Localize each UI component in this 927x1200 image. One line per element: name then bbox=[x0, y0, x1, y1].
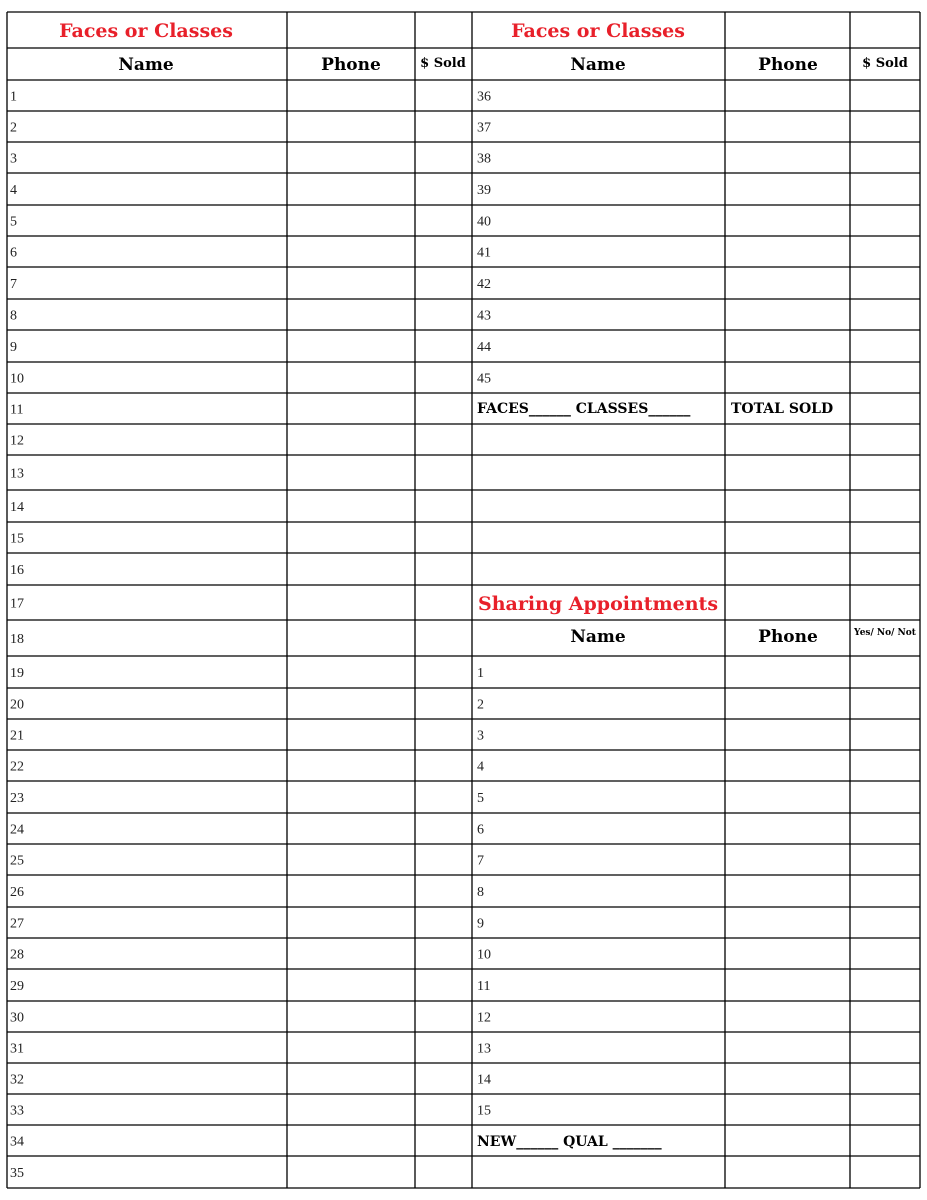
left-row-number: 19 bbox=[10, 666, 24, 681]
sharing-row-number: 8 bbox=[477, 885, 484, 900]
left-row-number: 7 bbox=[10, 277, 17, 292]
left-row-number: 10 bbox=[10, 371, 24, 387]
total-sold-label: TOTAL SOLD bbox=[731, 401, 834, 417]
sharing-table-title: Sharing Appointments bbox=[477, 593, 719, 615]
right-row-number: 44 bbox=[477, 340, 491, 355]
right-header-phone: Phone bbox=[758, 55, 818, 75]
sharing-row-number: 15 bbox=[477, 1103, 491, 1119]
left-row-number: 5 bbox=[10, 214, 17, 230]
right-row-numbers bbox=[477, 90, 491, 387]
left-row-number: 20 bbox=[10, 697, 24, 713]
left-row-number: 13 bbox=[10, 466, 24, 482]
sharing-row-number: 1 bbox=[477, 666, 484, 681]
left-row-number: 31 bbox=[10, 1041, 24, 1057]
left-row-number: 18 bbox=[10, 632, 24, 647]
sharing-row-number: 10 bbox=[477, 947, 491, 963]
left-row-number: 2 bbox=[10, 120, 17, 136]
left-row-number: 23 bbox=[10, 791, 24, 806]
sharing-row-numbers bbox=[477, 666, 491, 1119]
left-row-number: 26 bbox=[10, 885, 24, 900]
left-row-number: 6 bbox=[10, 245, 17, 261]
sharing-row-number: 12 bbox=[477, 1010, 491, 1026]
right-row-number: 43 bbox=[477, 308, 491, 324]
right-header-name: Name bbox=[570, 55, 626, 75]
left-row-number: 8 bbox=[10, 308, 17, 324]
right-row-number: 45 bbox=[477, 371, 491, 387]
left-row-number: 3 bbox=[10, 151, 17, 167]
sharing-row-number: 11 bbox=[477, 979, 491, 994]
sharing-row-number: 7 bbox=[477, 853, 484, 869]
right-row-number: 37 bbox=[477, 120, 491, 136]
right-header-sold: $ Sold bbox=[862, 56, 908, 71]
left-row-numbers bbox=[10, 90, 24, 1182]
right-row-number: 39 bbox=[477, 183, 491, 198]
sharing-row-number: 13 bbox=[477, 1041, 491, 1057]
left-header-phone: Phone bbox=[321, 55, 381, 75]
left-row-number: 21 bbox=[10, 728, 24, 744]
left-row-number: 16 bbox=[10, 563, 24, 578]
left-row-number: 14 bbox=[10, 500, 24, 515]
left-row-number: 33 bbox=[10, 1103, 24, 1119]
left-row-number: 1 bbox=[10, 89, 17, 105]
left-row-number: 28 bbox=[10, 947, 24, 963]
right-row-number: 40 bbox=[477, 214, 491, 230]
left-row-number: 30 bbox=[10, 1010, 24, 1026]
left-row-number: 25 bbox=[10, 853, 24, 869]
left-row-number: 35 bbox=[10, 1166, 24, 1181]
left-row-number: 11 bbox=[10, 402, 24, 418]
left-row-number: 24 bbox=[10, 822, 24, 838]
left-header-sold: $ Sold bbox=[420, 56, 466, 71]
sharing-row-number: 9 bbox=[477, 916, 484, 932]
sharing-row-number: 5 bbox=[477, 791, 484, 806]
left-row-number: 29 bbox=[10, 979, 24, 994]
sharing-row-number: 3 bbox=[477, 728, 484, 744]
sharing-header-name: Name bbox=[570, 627, 626, 647]
sharing-row-number: 14 bbox=[477, 1072, 491, 1088]
left-row-number: 4 bbox=[10, 183, 17, 198]
left-table-title: Faces or Classes bbox=[59, 20, 233, 42]
left-row-number: 15 bbox=[10, 531, 24, 547]
left-header-name: Name bbox=[118, 55, 174, 75]
faces-classes-tally: FACES______ CLASSES______ bbox=[477, 401, 691, 417]
right-row-number: 38 bbox=[477, 151, 491, 167]
right-table-title: Faces or Classes bbox=[511, 20, 685, 42]
sharing-row-number: 6 bbox=[477, 822, 484, 838]
left-row-number: 9 bbox=[10, 340, 17, 355]
left-row-number: 12 bbox=[10, 433, 24, 449]
form-grid bbox=[7, 12, 920, 1188]
sharing-header-status: Yes/ No/ Not bbox=[854, 628, 916, 638]
left-row-number: 17 bbox=[10, 596, 24, 612]
left-row-number: 32 bbox=[10, 1072, 24, 1088]
left-row-number: 22 bbox=[10, 759, 24, 775]
left-row-number: 27 bbox=[10, 916, 24, 932]
right-row-number: 41 bbox=[477, 245, 491, 261]
new-qual-tally: NEW______ QUAL _______ bbox=[477, 1134, 662, 1150]
right-row-number: 36 bbox=[477, 89, 491, 105]
sharing-row-number: 4 bbox=[477, 759, 484, 775]
left-row-number: 34 bbox=[10, 1134, 24, 1150]
sharing-row-number: 2 bbox=[477, 697, 484, 713]
right-row-number: 42 bbox=[477, 277, 491, 292]
sharing-header-phone: Phone bbox=[758, 627, 818, 647]
